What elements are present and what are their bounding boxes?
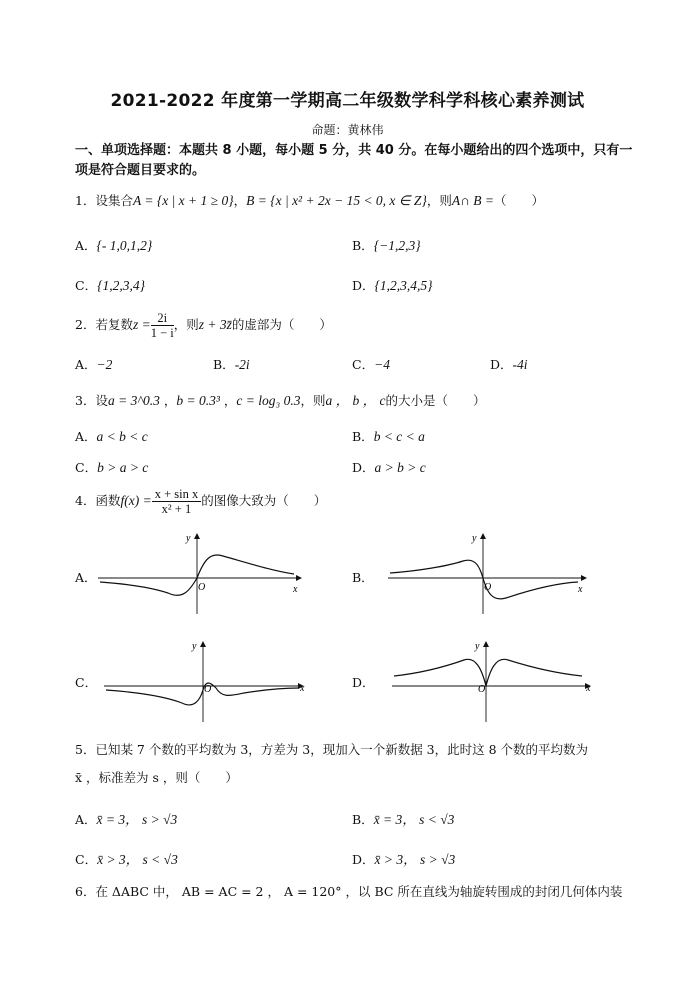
question-6: [75, 882, 622, 900]
option-label: A．: [75, 812, 97, 827]
q1-option-d: [352, 276, 433, 294]
q5-option-b: [352, 808, 454, 828]
denominator: x² + 1: [161, 502, 192, 516]
graph-option-c: [104, 638, 309, 723]
variables: a ， b ， c: [325, 393, 386, 408]
answer-blank: （ ）: [493, 193, 544, 208]
q1-option-a: [75, 236, 152, 254]
def-c: c = log₃ 0.3: [236, 393, 301, 408]
graph-option-a: [98, 530, 303, 615]
origin-label: O: [204, 684, 212, 695]
section-heading: 一、单项选择题：本题共 8 小题，每小题 5 分，共 40 分。在每小题给出的四个选项中，只有一项是符合题目要求的。: [75, 143, 633, 178]
option-value: a > b > c: [374, 460, 426, 475]
separator: ，: [233, 193, 247, 208]
x-axis-arrow: [296, 575, 302, 581]
option-label: C．: [75, 460, 98, 475]
graph-option-b: [388, 530, 593, 615]
function-name: f(x) =: [120, 493, 152, 508]
def-b: b = 0.3³: [176, 393, 220, 408]
q4-option-c-label: C．: [75, 675, 98, 690]
q4-option-b-label: B．: [352, 570, 374, 585]
question-text: 的大小是（ ）: [385, 393, 486, 408]
q3-option-d: [352, 458, 426, 476]
option-value: b < c < a: [373, 429, 425, 444]
q5-option-a: [75, 808, 177, 828]
expression: A∩ B =: [451, 193, 494, 208]
expression: z + 3z̄: [198, 317, 232, 332]
question-number: 2．: [75, 317, 96, 332]
question-text: 的图像大致为（ ）: [201, 493, 327, 508]
q3-option-c: [75, 458, 148, 476]
question-number: 3．: [75, 393, 96, 408]
exam-author: 命题：黄林伟: [311, 123, 384, 137]
question-4: [75, 487, 326, 516]
question-text: 在 ΔABC 中， AB = AC = 2 ， A = 120° ，以 BC 所在直线为轴旋转围成的封闭几何体内装: [95, 884, 623, 899]
q2-option-a: [75, 355, 112, 373]
variable-z: z =: [132, 317, 151, 332]
origin-label: O: [198, 582, 206, 593]
option-label: B．: [352, 812, 374, 827]
set-a: A = {x | x + 1 ≥ 0}: [132, 193, 234, 208]
q1-option-c: [75, 276, 145, 294]
y-axis-arrow: [483, 641, 489, 647]
question-number: 5．: [75, 742, 96, 757]
question-1: [75, 191, 544, 209]
option-label: D．: [352, 278, 375, 293]
question-3: 3．设a = 3^0.3 ，b = 0.3³ ，c = log₃ 0.3，则a ， b ， c的大小是（ ）: [75, 393, 486, 408]
option-label: A．: [75, 357, 97, 372]
question-text: ，则: [426, 193, 452, 208]
axis-y-label: y: [192, 641, 197, 652]
axis-y-label: y: [475, 641, 480, 652]
question-number: 1．: [75, 193, 96, 208]
q1-option-b: [352, 236, 421, 254]
fraction: [151, 311, 174, 340]
denominator: 1 − i: [150, 326, 174, 340]
option-value: -4i: [512, 357, 528, 372]
option-label: A．: [75, 429, 97, 444]
option-value: a < b < c: [96, 429, 148, 444]
question-text: ，则: [300, 393, 326, 408]
curve: [394, 659, 582, 686]
option-label: B．: [352, 238, 374, 253]
option-value: b > a > c: [97, 460, 149, 475]
origin-label: O: [484, 582, 492, 593]
axis-y-label: y: [186, 533, 191, 544]
option-value: x̄ > 3， s < √3: [97, 852, 178, 867]
question-number: 6．: [75, 884, 96, 899]
option-value: {1,2,3,4}: [97, 278, 146, 293]
axis-y-label: y: [472, 533, 477, 544]
q5-option-d: [352, 848, 455, 868]
question-text: 设: [95, 393, 108, 408]
option-value: x̄ = 3， s > √3: [96, 812, 178, 827]
option-label: B．: [213, 357, 235, 372]
q2-option-c: [352, 355, 390, 373]
fraction: [152, 487, 202, 516]
question-number: 4．: [75, 493, 96, 508]
option-value: {−1,2,3}: [373, 238, 421, 253]
y-axis-arrow: [480, 533, 486, 539]
option-label: D．: [352, 460, 375, 475]
question-text: 的虚部为（ ）: [231, 317, 332, 332]
curve: [390, 560, 578, 599]
option-label: B．: [352, 429, 374, 444]
question-text: 函数: [95, 493, 121, 508]
option-value: x̄ = 3， s < √3: [373, 812, 455, 827]
q5-option-c: [75, 848, 178, 868]
question-text: 若复数: [95, 317, 133, 332]
question-text: ，则: [173, 317, 199, 332]
q3-option-a: [75, 427, 148, 445]
q4-option-a-label: A．: [75, 570, 97, 585]
exam-title: 2021-2022 年度第一学期高二年级数学科学科核心素养测试: [110, 91, 585, 111]
q4-option-d-label: D．: [352, 675, 375, 690]
axis-x-label: x: [578, 584, 583, 595]
numerator: 2i: [151, 311, 174, 326]
question-5-line-2: x̄ ，标准差为 s ，则（ ）: [75, 770, 238, 785]
option-value: -2i: [234, 357, 250, 372]
y-axis-arrow: [200, 641, 206, 647]
option-value: −4: [374, 357, 390, 372]
y-axis-arrow: [194, 533, 200, 539]
option-label: A．: [75, 238, 97, 253]
graph-option-d: [392, 638, 597, 723]
axis-x-label: x: [586, 683, 591, 694]
x-axis-arrow: [581, 575, 587, 581]
question-2: [75, 311, 332, 340]
option-value: {- 1,0,1,2}: [96, 238, 153, 253]
q2-option-b: [213, 355, 250, 373]
origin-label: O: [478, 684, 486, 695]
q2-option-d: [490, 355, 528, 373]
option-label: D．: [352, 852, 375, 867]
def-a: a = 3^0.3: [107, 393, 160, 408]
option-label: C．: [352, 357, 375, 372]
option-value: x̄ > 3， s > √3: [374, 852, 456, 867]
option-value: −2: [96, 357, 113, 372]
q3-option-b: [352, 427, 425, 445]
option-label: D．: [490, 357, 513, 372]
option-label: C．: [75, 852, 98, 867]
option-value: {1,2,3,4,5}: [374, 278, 433, 293]
question-text: 设集合: [95, 193, 133, 208]
numerator: x + sin x: [152, 487, 202, 502]
option-label: C．: [75, 278, 98, 293]
question-5: [75, 740, 588, 758]
axis-x-label: x: [293, 584, 298, 595]
axis-x-label: x: [300, 683, 305, 694]
set-b: B = {x | x² + 2x − 15 < 0, x ∈ Z}: [246, 193, 427, 208]
question-text: 已知某 7 个数的平均数为 3，方差为 3，现加入一个新数据 3，此时这 8 个数的平均数为: [95, 742, 589, 757]
